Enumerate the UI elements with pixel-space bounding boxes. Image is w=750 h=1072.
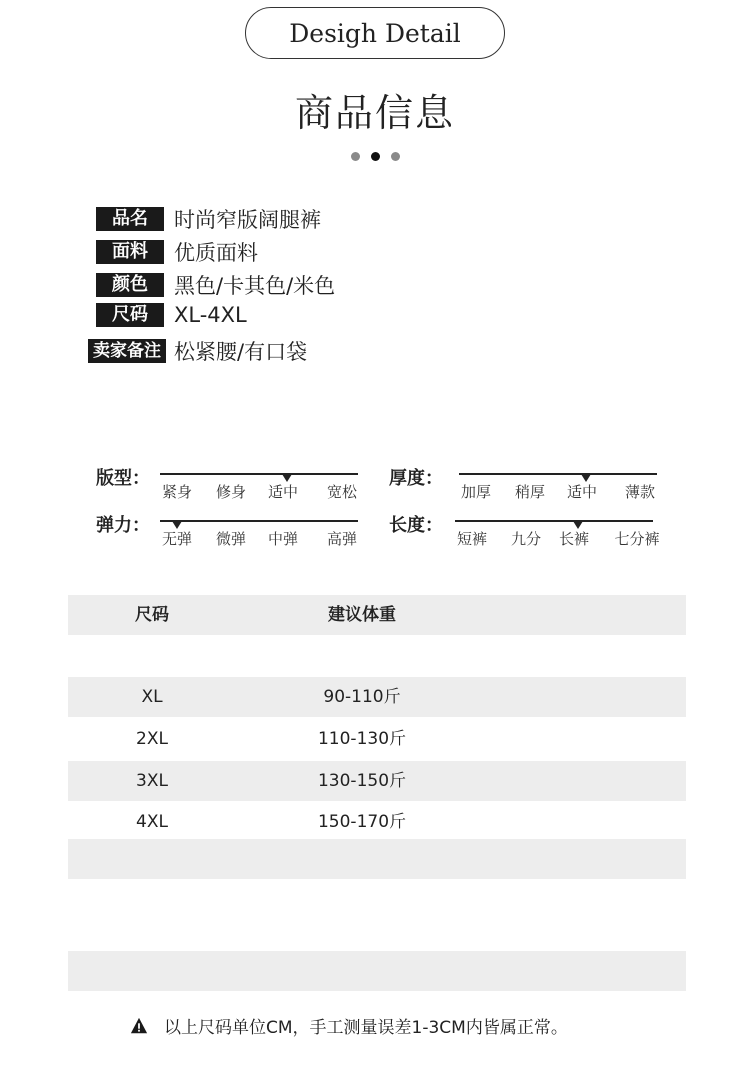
cell-size: 3XL — [136, 771, 168, 791]
info-label: 尺码 — [96, 303, 164, 327]
scale-option: 适中 — [267, 483, 299, 501]
scale-line — [455, 520, 653, 522]
info-label: 颜色 — [96, 273, 164, 297]
scale-option: 七分裤 — [614, 530, 660, 548]
scale-option: 长裤 — [558, 530, 590, 548]
dot-indicator-active — [371, 152, 380, 161]
scale-option: 短裤 — [456, 530, 488, 548]
scale-option: 稍厚 — [514, 483, 546, 501]
carousel-dots — [0, 152, 750, 161]
info-value: 松紧腰/有口袋 — [174, 340, 308, 364]
scale-label: 长度： — [389, 515, 443, 536]
dot-indicator — [391, 152, 400, 161]
table-row — [68, 677, 686, 717]
info-row-name — [96, 204, 321, 234]
cell-size: XL — [141, 687, 163, 707]
header-size: 尺码 — [135, 605, 169, 625]
cell-weight: 90-110斤 — [323, 687, 401, 707]
scale-selected-marker — [581, 474, 591, 482]
dot-indicator — [351, 152, 360, 161]
cell-size: 4XL — [136, 812, 168, 832]
table-row — [68, 802, 686, 842]
stretch-scale — [96, 511, 366, 551]
info-row-fabric — [96, 237, 258, 267]
scale-option: 无弹 — [161, 530, 193, 548]
header-weight: 建议体重 — [328, 605, 396, 625]
cell-weight: 150-170斤 — [317, 812, 407, 832]
scale-selected-marker — [282, 474, 292, 482]
scale-label: 弹力： — [96, 515, 150, 536]
scale-selected-marker — [172, 521, 182, 529]
info-label: 面料 — [96, 240, 164, 264]
page-title: 商品信息 — [294, 91, 455, 135]
scale-label: 版型： — [96, 468, 150, 489]
scale-option: 宽松 — [326, 483, 358, 501]
scale-option: 高弹 — [326, 530, 358, 548]
table-header-row — [68, 595, 686, 635]
scale-line — [459, 473, 657, 475]
info-value: 时尚窄版阔腿裤 — [174, 208, 321, 232]
cell-weight: 130-150斤 — [317, 771, 407, 791]
info-label: 卖家备注 — [88, 339, 166, 363]
info-value: 优质面料 — [174, 241, 258, 265]
measurement-note — [130, 1013, 568, 1038]
scale-label: 厚度： — [389, 468, 443, 489]
cell-size: 2XL — [136, 729, 168, 749]
scale-option: 中弹 — [267, 530, 299, 548]
scale-option: 紧身 — [161, 483, 193, 501]
length-scale — [389, 511, 664, 551]
scale-option: 微弹 — [215, 530, 247, 548]
scale-selected-marker — [573, 521, 583, 529]
scale-option: 适中 — [566, 483, 598, 501]
table-row-empty — [68, 951, 686, 991]
info-label: 品名 — [96, 207, 164, 231]
info-row-size — [96, 303, 247, 327]
fit-scale — [96, 464, 366, 504]
info-value: XL-4XL — [174, 303, 247, 327]
scale-option: 九分 — [510, 530, 542, 548]
info-row-color — [96, 270, 335, 300]
scale-option: 修身 — [215, 483, 247, 501]
scale-line — [160, 473, 358, 475]
info-row-remark — [88, 336, 307, 366]
scale-line — [160, 520, 358, 522]
design-detail-badge — [245, 7, 505, 59]
scale-option: 薄款 — [624, 483, 656, 501]
info-value: 黑色/卡其色/米色 — [174, 274, 336, 298]
thickness-scale — [389, 464, 664, 504]
table-row-empty — [68, 839, 686, 879]
note-text: 以上尺码单位CM，手工测量误差1-3CM内皆属正常。 — [164, 1018, 568, 1038]
warning-icon — [130, 1017, 148, 1035]
table-row — [68, 719, 686, 759]
cell-weight: 110-130斤 — [317, 729, 407, 749]
table-row — [68, 761, 686, 801]
scale-option: 加厚 — [460, 483, 492, 501]
design-detail-text: Desigh Detail — [289, 18, 461, 48]
